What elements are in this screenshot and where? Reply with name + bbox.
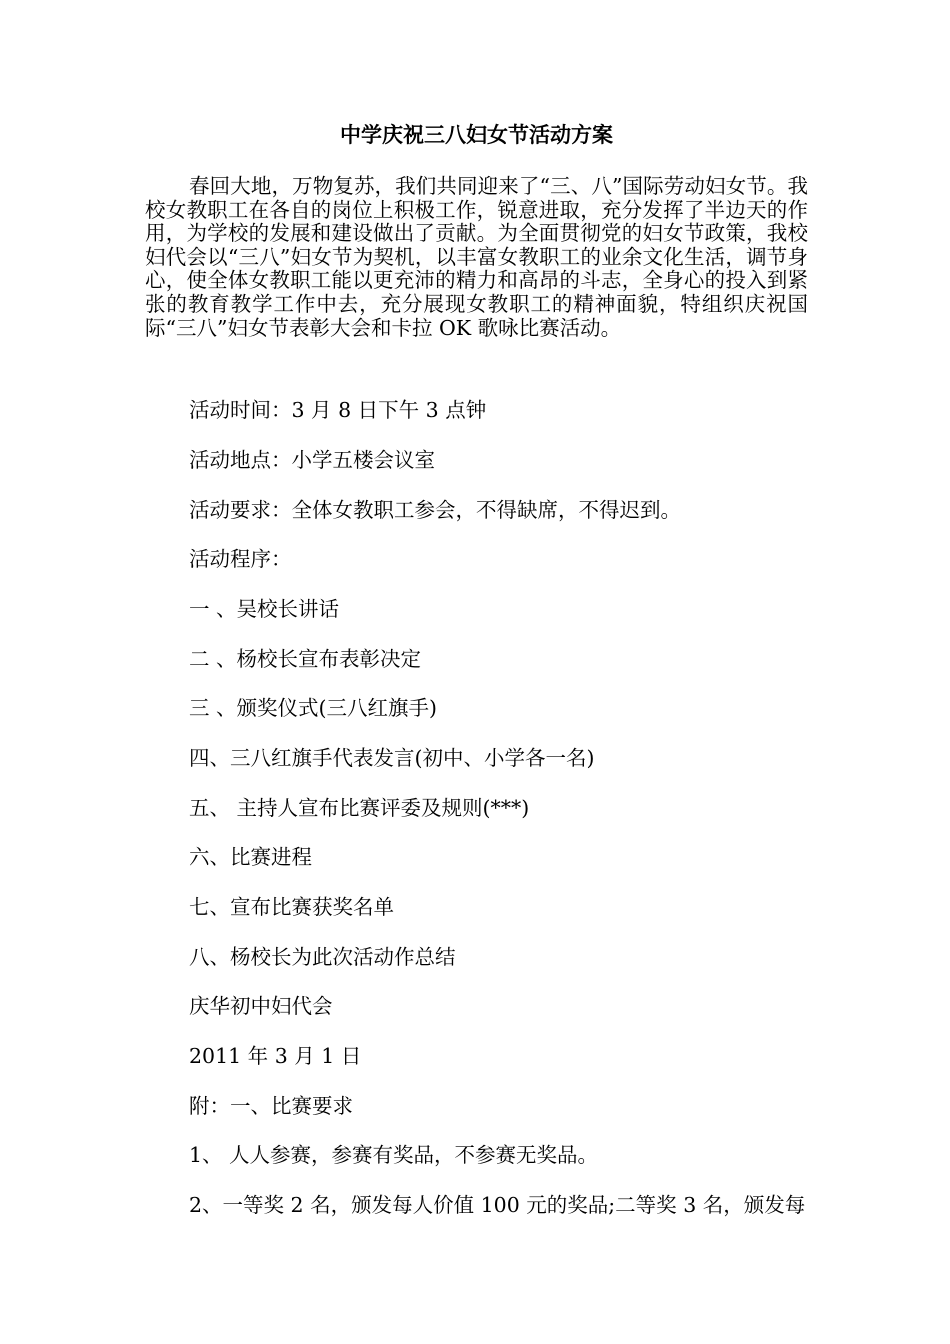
- program-item-5: 五、 主持人宣布比赛评委及规则(***): [189, 796, 530, 820]
- program-item-3: 三 、颁奖仪式(三八红旗手): [189, 696, 438, 720]
- appendix-rule-2: 2、一等奖 2 名，颁发每人价值 100 元的奖品;二等奖 3 名，颁发每: [189, 1193, 806, 1217]
- activity-requirement: 活动要求：全体女教职工参会，不得缺席，不得迟到。: [189, 498, 681, 522]
- organizer-signature: 庆华初中妇代会: [189, 994, 333, 1018]
- appendix-heading: 附：一、比赛要求: [189, 1094, 353, 1118]
- program-item-7: 七、宣布比赛获奖名单: [189, 895, 394, 919]
- document-page: [145, 0, 808, 1344]
- program-item-6: 六、比赛进程: [189, 845, 312, 869]
- intro-paragraph: 春回大地，万物复苏，我们共同迎来了“三、八”国际劳动妇女节。我校女教职工在各自的岗位上积极工作，锐意进取，充分发挥了半边天的作用，为学校的发展和建设做出了贡献。为全面贯彻党的妇女节政策，我校妇代会以“三八”妇女节为契机，以丰富女教职工的业余文化生活，调节身心，使全体女教职工能以更充沛的精力和高昂的斗志，全身心的投入到紧张的教育教学工作中去，充分展现女教职工的精神面貌，特组织庆祝国际“三八”妇女节表彰大会和卡拉 OK 歌咏比赛活动。: [145, 174, 808, 340]
- program-item-2: 二 、杨校长宣布表彰决定: [189, 647, 422, 671]
- activity-program-heading: 活动程序：: [189, 547, 292, 571]
- document-date: 2011 年 3 月 1 日: [189, 1044, 362, 1068]
- program-item-1: 一 、吴校长讲话: [189, 597, 340, 621]
- document-title: 中学庆祝三八妇女节活动方案: [340, 122, 613, 147]
- activity-time: 活动时间：3 月 8 日下午 3 点钟: [189, 398, 487, 422]
- appendix-rule-1: 1、 人人参赛，参赛有奖品，不参赛无奖品。: [189, 1143, 599, 1167]
- activity-location: 活动地点：小学五楼会议室: [189, 448, 435, 472]
- program-item-4: 四、三八红旗手代表发言(初中、小学各一名): [189, 746, 595, 770]
- program-item-8: 八、杨校长为此次活动作总结: [189, 945, 456, 969]
